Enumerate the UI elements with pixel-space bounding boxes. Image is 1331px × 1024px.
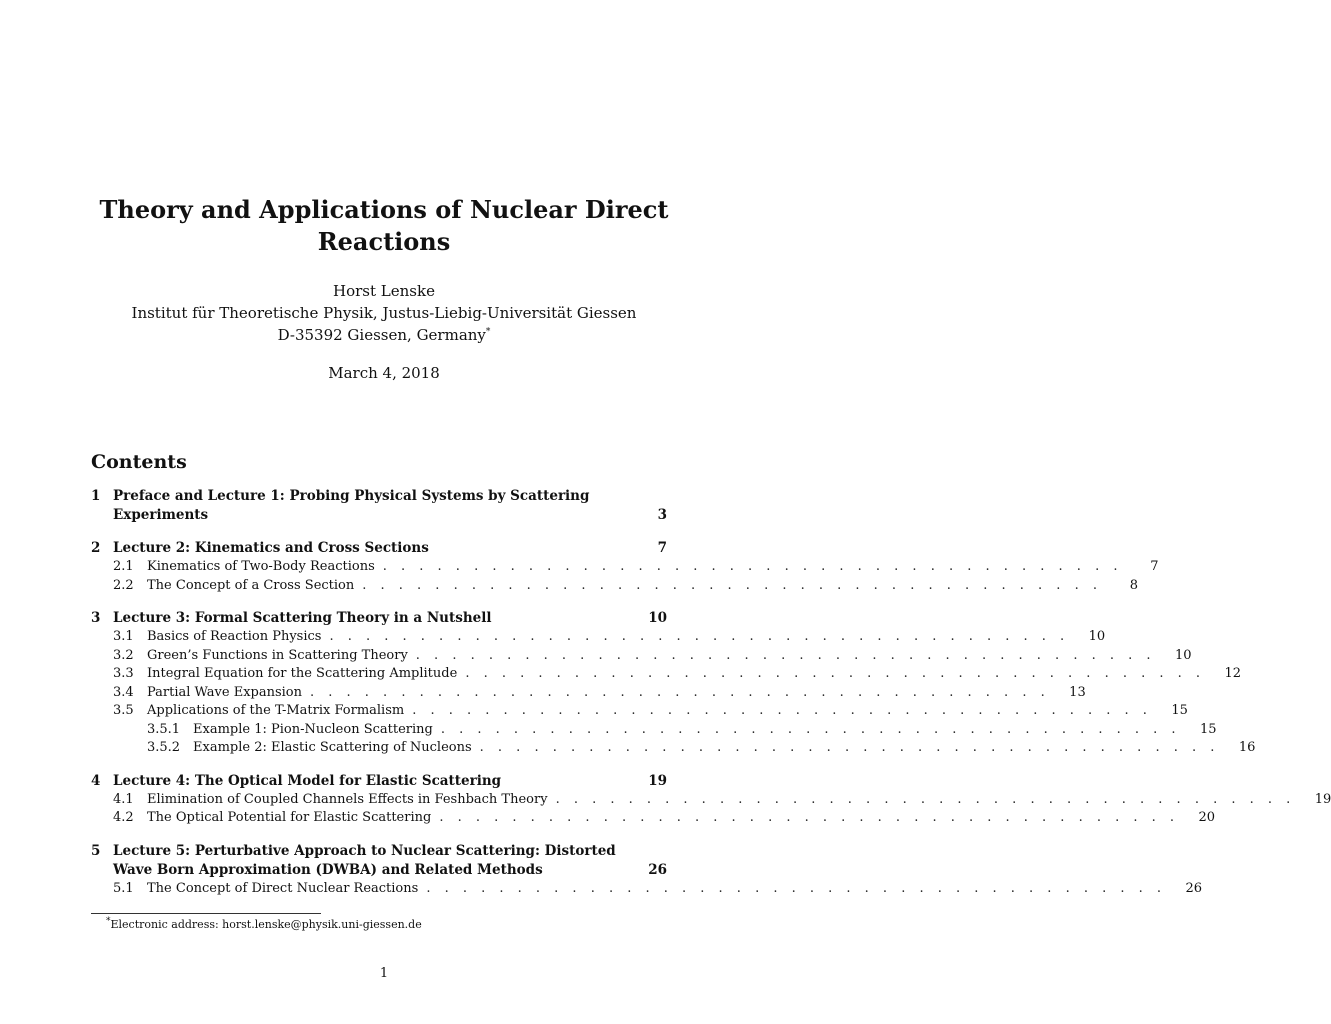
toc-subsection-page: 10 (1088, 629, 1106, 644)
toc-section-title: Lecture 3: Formal Scattering Theory in a Nutshell (113, 610, 492, 626)
toc-subsubsection-title: Example 2: Elastic Scattering of Nucleons (193, 740, 472, 755)
toc-subsection-number: 4.1 (113, 791, 134, 807)
footnote-mark-ref: * (106, 916, 111, 927)
toc-leader-dots: . . . . . . . . . . . . . . . . . . . . . . . . . . . . . . . . . . . . . . . . . (329, 629, 1070, 644)
toc-leader-dots: . . . . . . . . . . . . . . . . . . . . . . . . . . . . . . . . . . . . . . . . . (439, 810, 1180, 825)
toc-section (91, 772, 1331, 828)
toc-section-page: 26 (648, 861, 667, 878)
toc-section-page: 7 (657, 540, 667, 556)
toc-subsection-number: 2.1 (113, 559, 134, 574)
toc-leader-dots: . . . . . . . . . . . . . . . . . . . . . . . . . . . . . . . . . . . . . . . . . (415, 647, 1156, 663)
paper-date: March 4, 2018 (328, 364, 440, 382)
page-number: 1 (379, 966, 389, 981)
toc-section-entry[interactable] (91, 772, 667, 791)
toc-leader-dots: . . . . . . . . . . . . . . . . . . . . . . . . . . . . . . . . . . . . . . . . . (440, 721, 1181, 737)
toc-section-number: 1 (91, 488, 101, 504)
affiliation-line-2-text: D-35392 Giessen, Germany (277, 326, 486, 344)
toc-subsubsection-number: 3.5.2 (147, 740, 181, 755)
toc-subsection-title: The Concept of a Cross Section (147, 577, 355, 593)
toc-section-page: 3 (657, 507, 667, 523)
toc-subsection-page: 26 (1185, 880, 1203, 896)
toc-subsection-page: 20 (1198, 810, 1216, 825)
toc-subsubsection-page: 15 (1200, 721, 1217, 737)
toc-subsection-page: 10 (1174, 647, 1192, 663)
toc-subsection-entry[interactable] (91, 684, 1086, 703)
toc-leader-dots: . . . . . . . . . . . . . . . . . . . . . . . . . . . . . . . . . . . . . . . . . (382, 559, 1123, 574)
toc-subsection-page: 12 (1224, 666, 1242, 681)
footnote-rule (91, 913, 321, 914)
toc-section-title: Lecture 5: Perturbative Approach to Nuclear Scattering: Distorted Wave Born Approximation (DWBA) and Related Methods (113, 842, 616, 878)
toc-subsection-entry[interactable] (91, 880, 1203, 899)
toc-subsection-number: 3.2 (113, 647, 134, 663)
toc-subsection-entry[interactable] (91, 628, 1106, 647)
paper-title: Theory and Applications of Nuclear Direct Reactions (99, 195, 669, 256)
author-name: Horst Lenske (333, 282, 435, 300)
toc-subsubsection-number: 3.5.1 (147, 721, 181, 737)
author-block (40, 280, 728, 346)
footnote-text: Electronic address: horst.lenske@physik.uni-giessen.de (110, 918, 422, 931)
toc-section-page: 19 (648, 772, 667, 789)
toc-section (91, 842, 1203, 899)
toc-section-entry[interactable] (91, 487, 667, 525)
toc-subsection-page: 7 (1150, 559, 1159, 574)
toc-subsection-title: Green’s Functions in Scattering Theory (147, 647, 408, 663)
toc-leader-dots: . . . . . . . . . . . . . . . . . . . . . . . . . . . . . . . . . . . . . . . . . (310, 684, 1050, 700)
toc-section-title: Lecture 4: The Optical Model for Elastic Scattering (113, 772, 502, 789)
toc-subsection-entry[interactable] (91, 702, 1188, 721)
toc-section-title: Lecture 2: Kinematics and Cross Sections (113, 540, 429, 556)
toc-subsection-entry[interactable] (91, 577, 1138, 596)
toc-section-entry[interactable] (91, 842, 667, 880)
toc-subsubsection-page: 16 (1238, 740, 1256, 755)
toc-subsection-page: 15 (1171, 703, 1188, 718)
toc-subsection-number: 3.3 (113, 666, 134, 681)
toc-subsection-number: 2.2 (113, 577, 134, 593)
toc-subsection-title: Kinematics of Two-Body Reactions (147, 559, 375, 574)
toc-section-page: 10 (648, 610, 667, 626)
toc-subsubsection-entry[interactable] (91, 721, 1217, 740)
toc-subsubsection-entry[interactable] (91, 739, 1256, 758)
toc-subsection-title: The Optical Potential for Elastic Scattering (147, 810, 432, 825)
table-of-contents (91, 487, 1331, 912)
toc-leader-dots: . . . . . . . . . . . . . . . . . . . . . . . . . . . . . . . . . . . . . . . . . (555, 791, 1296, 807)
toc-section-number: 2 (91, 540, 101, 556)
toc-section-number: 3 (91, 610, 101, 626)
toc-subsection-entry[interactable] (91, 809, 1216, 828)
toc-subsection-number: 4.2 (113, 810, 134, 825)
toc-leader-dots: . . . . . . . . . . . . . . . . . . . . . . . . . . . . . . . . . . . . . . . . . (412, 703, 1152, 718)
toc-leader-dots: . . . . . . . . . . . . . . . . . . . . . . . . . . . . . . . . . . . . . . . . . (465, 666, 1206, 681)
toc-subsection-entry[interactable] (91, 558, 1159, 577)
toc-subsection-number: 3.1 (113, 629, 134, 644)
toc-subsection-entry[interactable] (91, 791, 1331, 810)
toc-section-title: Preface and Lecture 1: Probing Physical Systems by Scattering Experiments (113, 488, 590, 523)
footnote (106, 918, 422, 931)
toc-leader-dots: . . . . . . . . . . . . . . . . . . . . . . . . . . . . . . . . . . . . . . . . . (479, 740, 1220, 755)
toc-leader-dots: . . . . . . . . . . . . . . . . . . . . . . . . . . . . . . . . . . . . . . . . . (362, 577, 1102, 593)
toc-subsection-title: Basics of Reaction Physics (147, 629, 322, 644)
toc-subsection-title: Partial Wave Expansion (147, 684, 302, 700)
toc-subsection-entry[interactable] (91, 665, 1242, 684)
toc-subsection-title: Applications of the T-Matrix Formalism (147, 703, 405, 718)
toc-section-number: 5 (91, 842, 101, 859)
contents-heading: Contents (91, 451, 187, 473)
toc-subsection-title: Elimination of Coupled Channels Effects in Feshbach Theory (147, 791, 548, 807)
toc-subsection-page: 8 (1129, 577, 1138, 593)
toc-section (91, 539, 1159, 595)
toc-subsection-page: 13 (1069, 684, 1086, 700)
toc-leader-dots: . . . . . . . . . . . . . . . . . . . . . . . . . . . . . . . . . . . . . . . . . (426, 880, 1167, 896)
toc-subsection-number: 5.1 (113, 880, 134, 896)
toc-section-entry[interactable] (91, 609, 667, 628)
footnote-mark: * (485, 327, 491, 337)
toc-subsection-title: Integral Equation for the Scattering Amplitude (147, 666, 458, 681)
affiliation-line-1: Institut für Theoretische Physik, Justus-Liebig-Universität Giessen (131, 304, 637, 322)
toc-section-entry[interactable] (91, 539, 667, 558)
toc-subsection-page: 19 (1314, 791, 1331, 807)
toc-subsection-entry[interactable] (91, 647, 1192, 666)
toc-section (91, 609, 1256, 758)
toc-subsection-title: The Concept of Direct Nuclear Reactions (147, 880, 419, 896)
affiliation-line-2 (40, 324, 728, 346)
toc-section (91, 487, 667, 525)
toc-subsubsection-title: Example 1: Pion-Nucleon Scattering (193, 721, 433, 737)
toc-section-number: 4 (91, 772, 101, 789)
toc-subsection-number: 3.4 (113, 684, 134, 700)
toc-subsection-number: 3.5 (113, 703, 134, 718)
